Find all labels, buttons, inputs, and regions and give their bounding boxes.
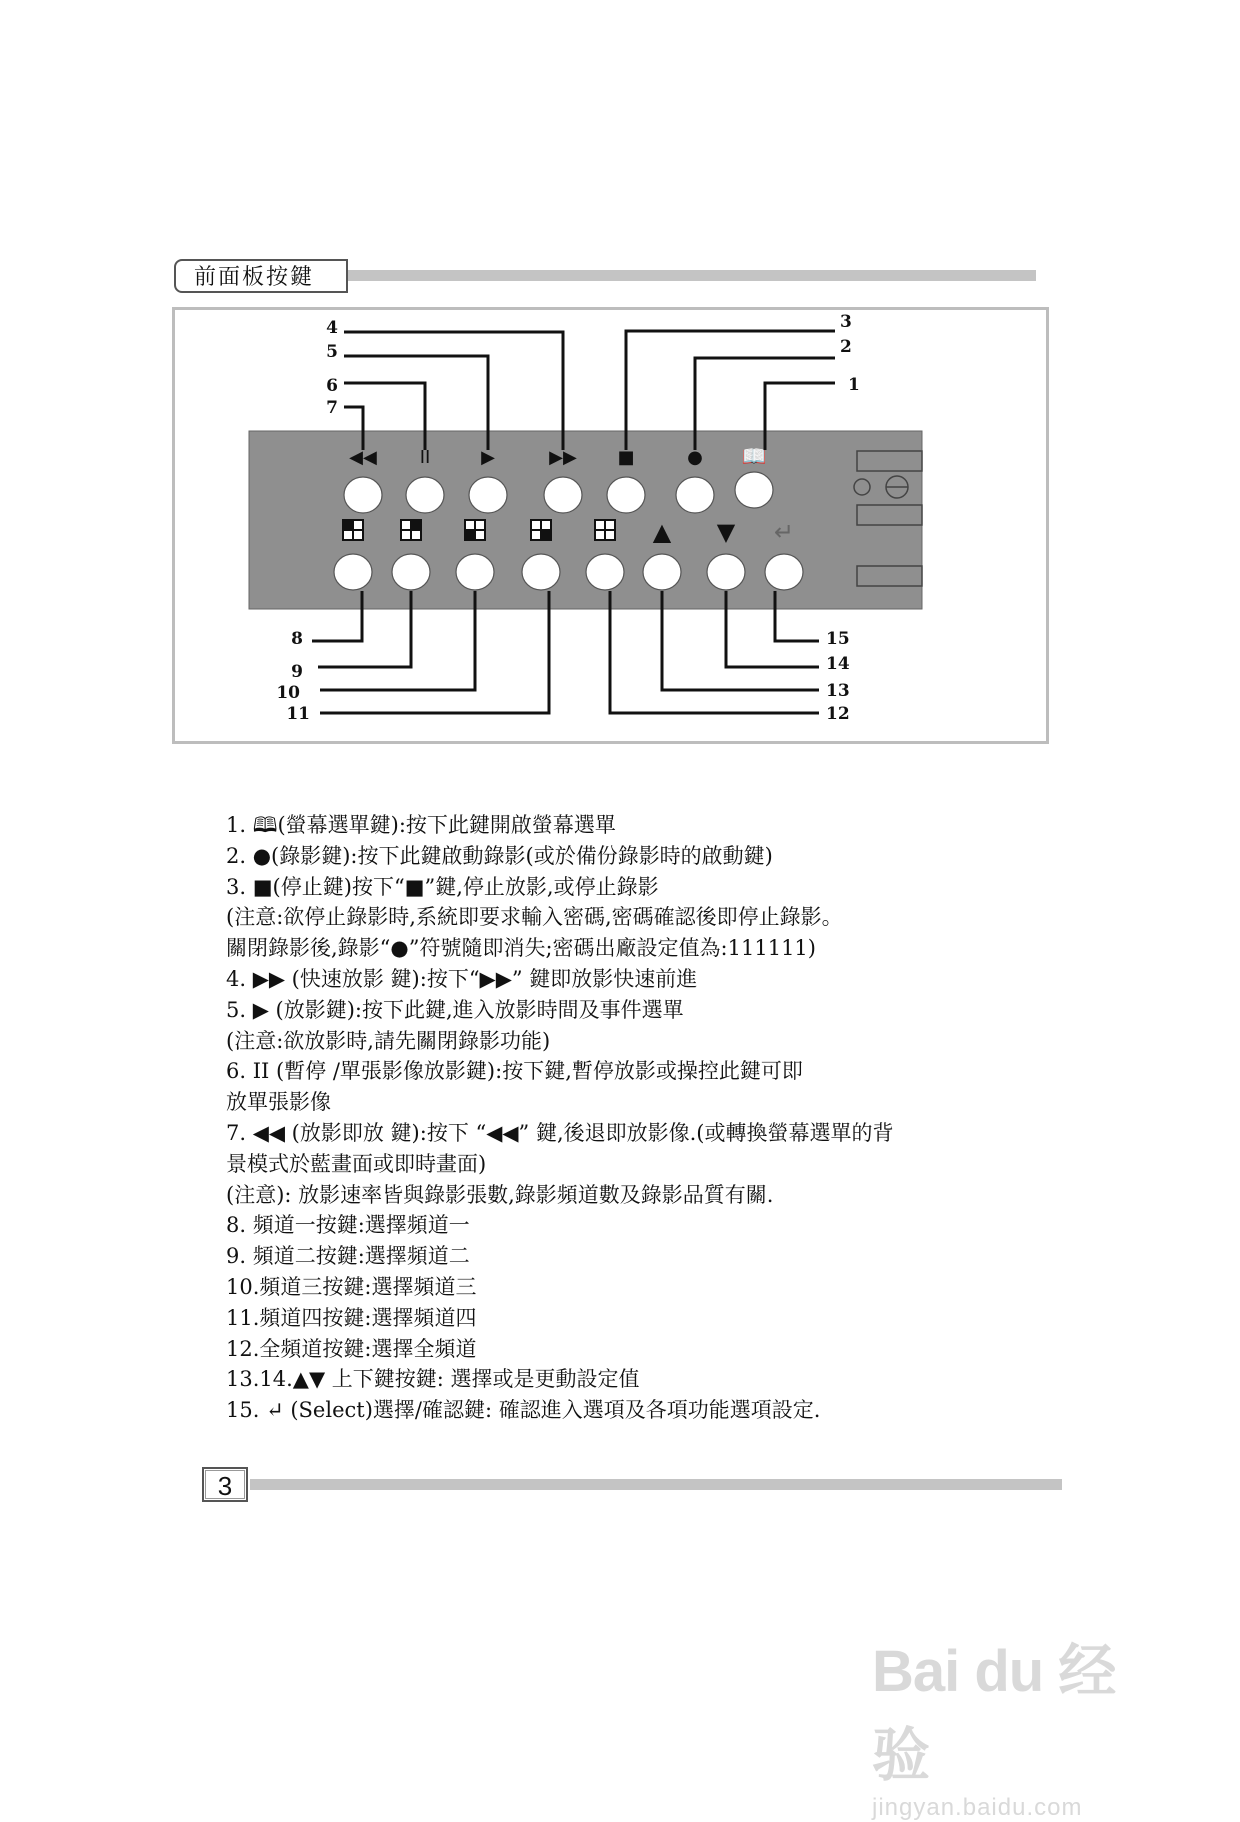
description-line: (注意:欲停止錄影時,系統即要求輸入密碼,密碼確認後即停止錄影。	[226, 905, 843, 930]
description-line: (注意): 放影速率皆與錄影張數,錄影頻道數及錄影品質有關.	[226, 1182, 774, 1207]
baidu-watermark	[872, 1624, 1172, 1821]
panel-slot	[857, 505, 922, 525]
channel-grid-icon	[531, 520, 551, 540]
section-title-tab: 前面板按鍵	[174, 259, 348, 293]
callout-number: 9	[291, 662, 303, 682]
channel-grid-icon	[465, 520, 485, 540]
callout-number: 6	[326, 376, 338, 396]
description-line: 9. 頻道二按鍵:選擇頻道二	[226, 1244, 470, 1269]
play-button	[469, 477, 507, 513]
fast-forward-button	[544, 477, 582, 513]
description-line: 5. ▶ (放影鍵):按下此鍵,進入放影時間及事件選單	[226, 997, 684, 1022]
callout-number: 8	[291, 629, 303, 649]
fast-forward-icon: ▶▶	[549, 447, 577, 468]
key-descriptions	[226, 810, 1046, 1426]
play-icon: ▶	[481, 447, 495, 468]
description-line: 景模式於藍畫面或即時畫面)	[226, 1151, 487, 1176]
menu-button	[735, 472, 773, 508]
description-line: 11.頻道四按鍵:選擇頻道四	[226, 1305, 477, 1330]
channel-3-button	[456, 554, 494, 590]
up-button	[643, 554, 681, 590]
description-line: 3. ■(停止鍵)按下“■”鍵,停止放影,或停止錄影	[226, 874, 659, 899]
record-button	[676, 477, 714, 513]
page-footer-bar	[250, 1479, 1062, 1490]
select-button	[765, 554, 803, 590]
channel-4-button	[522, 554, 560, 590]
stop-icon: ■	[617, 447, 635, 468]
rewind-button	[344, 477, 382, 513]
callout-number: 3	[840, 312, 852, 332]
page-number: 3	[202, 1467, 248, 1502]
callout-number: 11	[286, 704, 310, 724]
description-line: 13.14.▲▼ 上下鍵按鍵: 選擇或是更動設定值	[226, 1367, 640, 1392]
record-icon: ●	[687, 447, 703, 468]
description-line: (注意:欲放影時,請先關閉錄影功能)	[226, 1028, 551, 1053]
channel-2-button	[392, 554, 430, 590]
description-line: 8. 頻道一按鍵:選擇頻道一	[226, 1213, 470, 1238]
pause-icon: II	[419, 447, 431, 468]
channel-grid-icon	[343, 520, 363, 540]
down-icon: ▼	[716, 518, 736, 546]
description-line: 放單張影像	[226, 1090, 331, 1115]
callout-number: 4	[326, 318, 338, 338]
description-line: 7. ◀◀ (放影即放 鍵):按下 “◀◀” 鍵,後退即放影像.(或轉換螢幕選單的背	[226, 1120, 894, 1145]
select-icon: ↵	[773, 518, 795, 546]
description-line: 4. ▶▶ (快速放影 鍵):按下“▶▶” 鍵即放影快速前進	[226, 966, 698, 991]
description-line: 1. 🕮(螢幕選單鍵):按下此鍵開啟螢幕選單	[226, 813, 616, 837]
pause-button	[406, 477, 444, 513]
description-line: 15. ↵ (Select)選擇/確認鍵: 確認進入選項及各項功能選項設定.	[226, 1398, 821, 1423]
panel-slot	[857, 566, 922, 586]
menu-icon: 📖	[741, 444, 767, 468]
callout-number: 12	[826, 704, 850, 724]
description-line: 關閉錄影後,錄影“●”符號隨即消失;密碼出廠設定值為:111111)	[226, 936, 816, 961]
callout-number: 10	[276, 683, 300, 703]
channel-grid-icon	[595, 520, 615, 540]
rewind-icon: ◀◀	[349, 447, 377, 468]
stop-button	[607, 477, 645, 513]
callout-number: 1	[848, 375, 860, 395]
down-button	[707, 554, 745, 590]
front-panel-svg	[0, 0, 1240, 760]
callout-number: 5	[326, 342, 338, 362]
callout-number: 14	[826, 654, 850, 674]
description-line: 12.全頻道按鍵:選擇全頻道	[226, 1336, 477, 1361]
watermark-logo: Bai du 经验	[872, 1639, 1116, 1788]
all-channels-button	[586, 554, 624, 590]
description-line: 2. ●(錄影鍵):按下此鍵啟動錄影(或於備份錄影時的啟動鍵)	[226, 843, 773, 868]
watermark-url: jingyan.baidu.com	[872, 1794, 1083, 1821]
description-line: 10.頻道三按鍵:選擇頻道三	[226, 1274, 477, 1299]
channel-1-button	[334, 554, 372, 590]
panel-slot	[857, 451, 922, 471]
callout-number: 7	[326, 398, 338, 418]
callout-number: 15	[826, 629, 850, 649]
up-icon: ▲	[652, 518, 672, 546]
channel-grid-icon	[401, 520, 421, 540]
callout-number: 2	[840, 337, 852, 357]
description-line: 6. II (暫停 /單張影像放影鍵):按下鍵,暫停放影或操控此鍵可即	[226, 1059, 803, 1084]
callout-number: 13	[826, 681, 850, 701]
